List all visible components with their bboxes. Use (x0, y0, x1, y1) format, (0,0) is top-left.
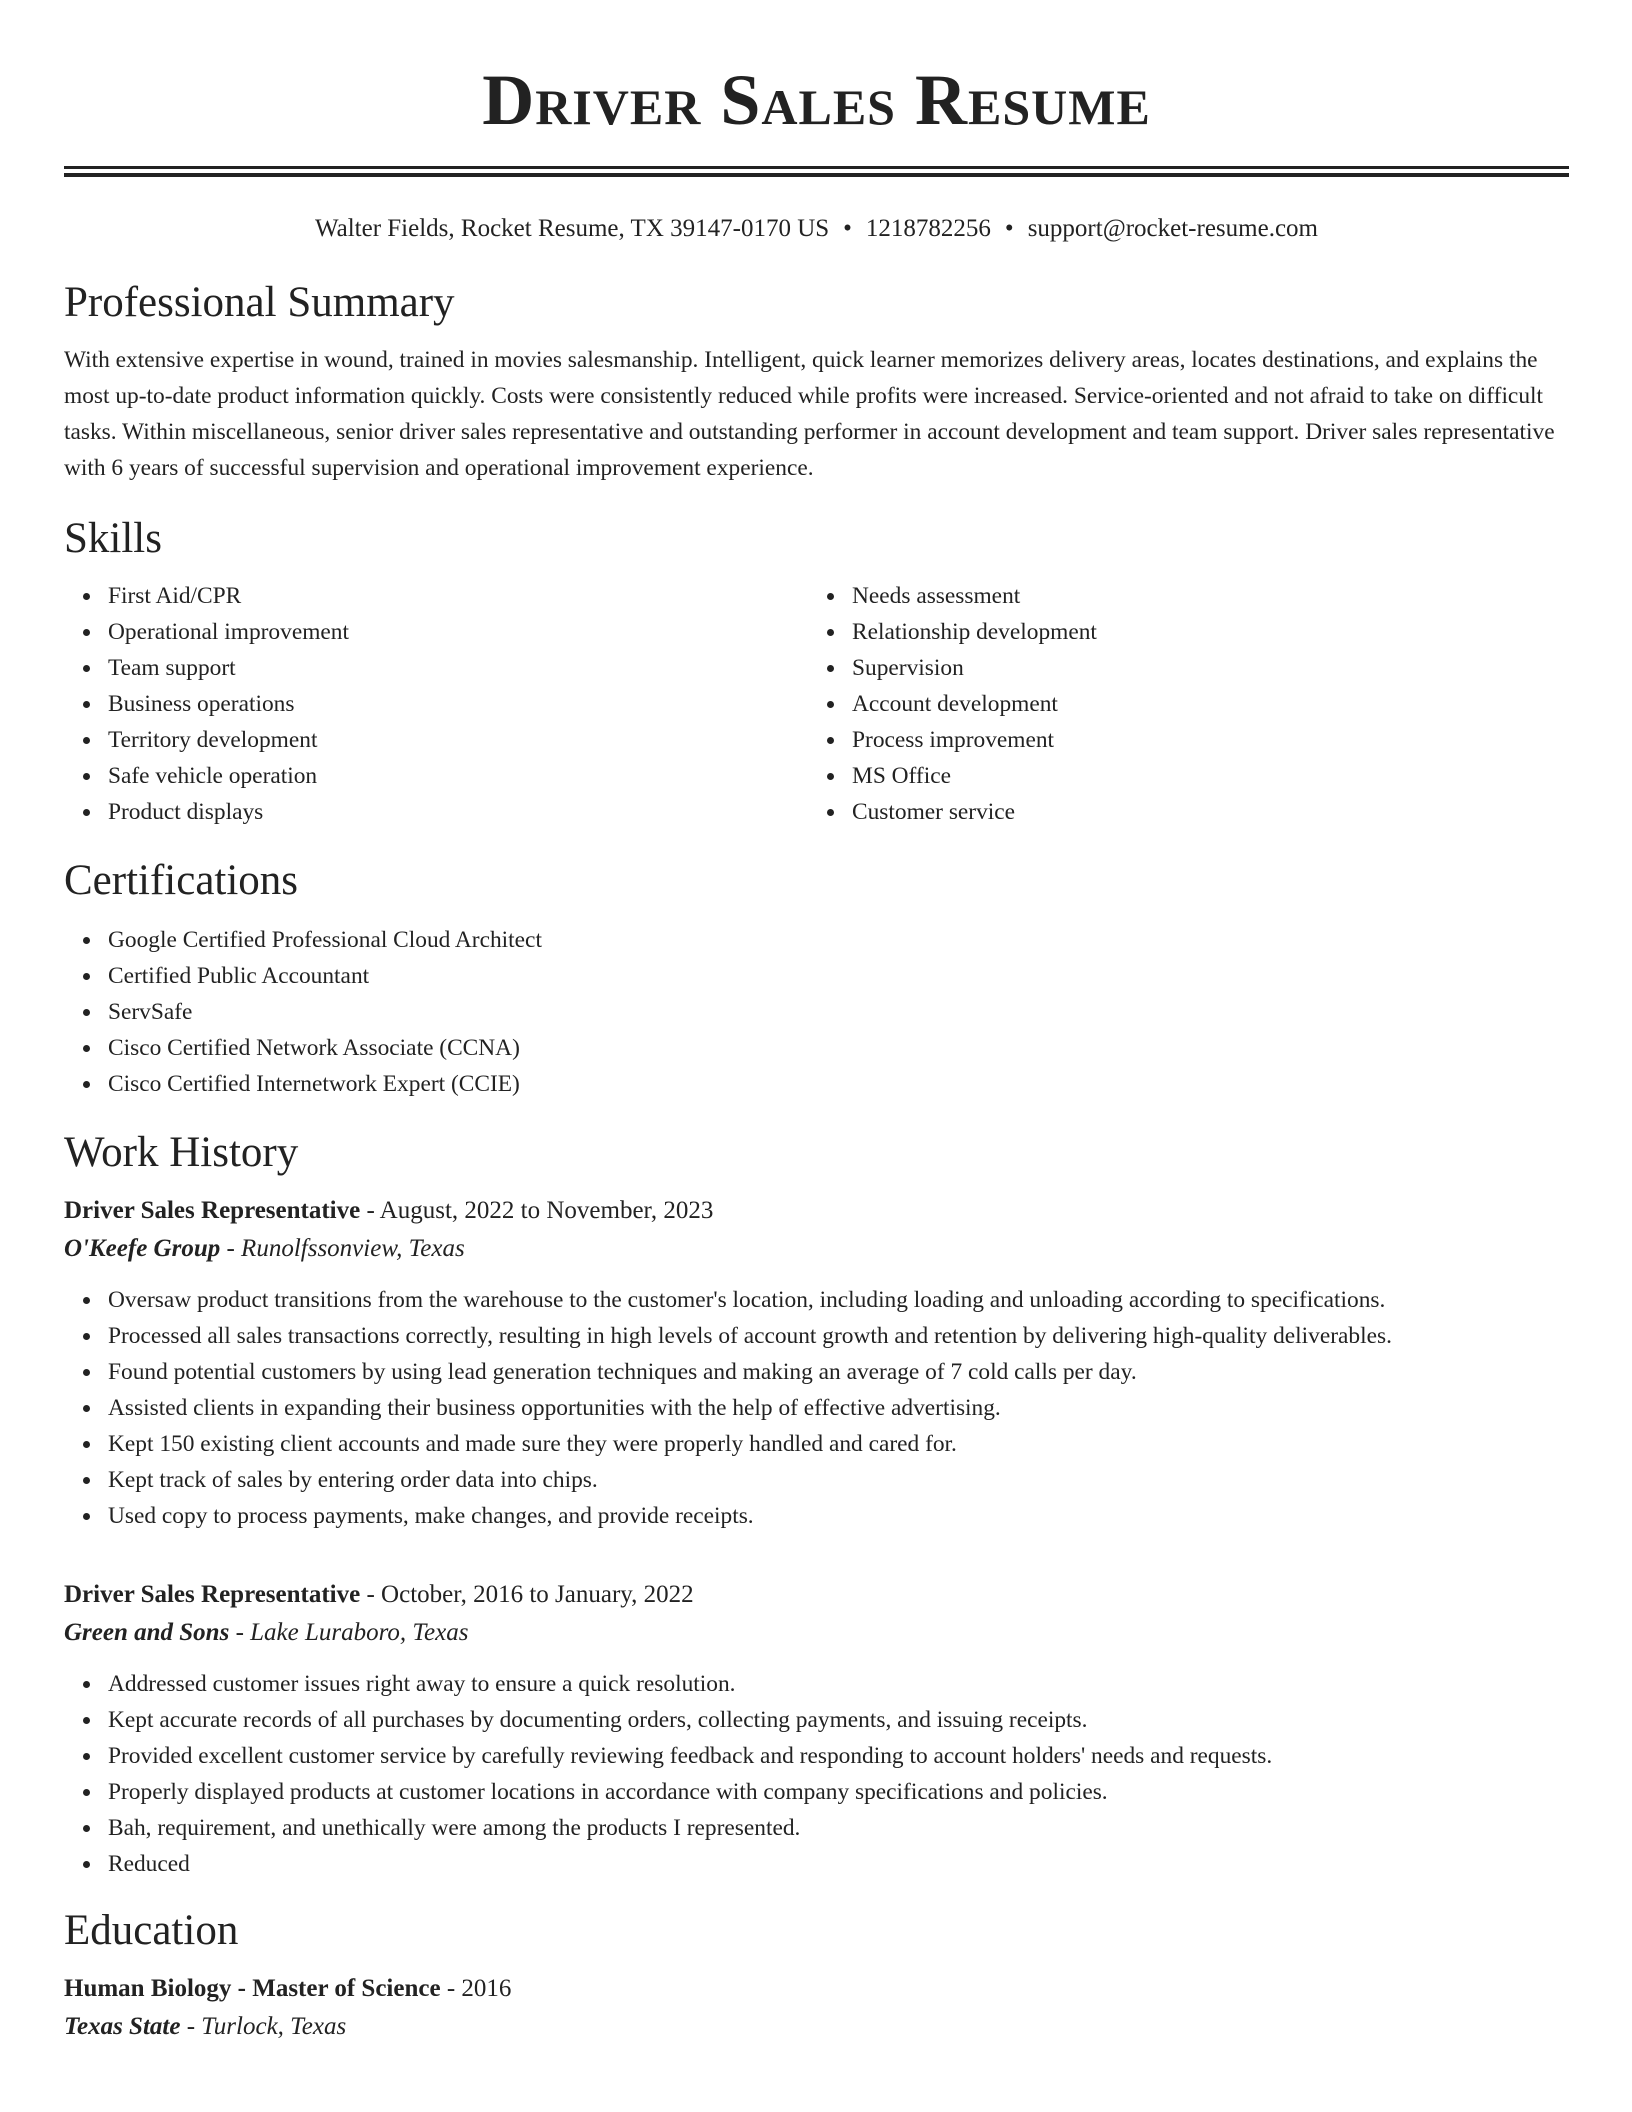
contact-line (64, 214, 1569, 244)
work-history-section (64, 1128, 1569, 1882)
education-degree-line (64, 1970, 1569, 2008)
job-bullet: Oversaw product transitions from the warehouse to the customer's location, including loading and unloading according to specifications. (108, 1282, 1569, 1318)
education-year: - 2016 (446, 1975, 512, 2002)
contact-phone: 1218782256 (865, 215, 991, 242)
skill-item: Account development (852, 686, 1569, 722)
skill-item: Business operations (108, 686, 808, 722)
skills-list-left (64, 578, 808, 830)
job-bullet: Addressed customer issues right away to ensure a quick resolution. (108, 1666, 1569, 1702)
contact-address: Walter Fields, Rocket Resume, TX 39147-0170 US (315, 215, 830, 242)
job-location: - Lake Luraboro, Texas (235, 1619, 469, 1646)
job-bullet: Used copy to process payments, make changes, and provide receipts. (108, 1498, 1569, 1534)
job-bullet: Bah, requirement, and unethically were among the products I represented. (108, 1810, 1569, 1846)
job-title-line (64, 1192, 1569, 1230)
job-bullets (64, 1282, 1569, 1534)
skills-list-right (808, 578, 1569, 830)
job-dates: - August, 2022 to November, 2023 (366, 1197, 714, 1224)
job-bullet: Kept accurate records of all purchases by documenting orders, collecting payments, and issuing receipts. (108, 1702, 1569, 1738)
section-heading: Skills (64, 515, 162, 562)
job-bullet: Found potential customers by using lead generation techniques and making an average of 7 cold calls per day. (108, 1354, 1569, 1390)
certification-item: ServSafe (108, 994, 1569, 1030)
skill-item: Supervision (852, 650, 1569, 686)
section-heading: Work History (64, 1129, 299, 1176)
certification-item: Cisco Certified Network Associate (CCNA) (108, 1030, 1569, 1066)
skill-item: Territory development (108, 722, 808, 758)
education-school-line (64, 2008, 1569, 2046)
skill-item: Needs assessment (852, 578, 1569, 614)
certifications-list (64, 922, 1569, 1102)
job-bullet: Properly displayed products at customer locations in accordance with company specifications and policies. (108, 1774, 1569, 1810)
job-bullets (64, 1666, 1569, 1882)
skill-item: Customer service (852, 794, 1569, 830)
contact-separator: • (1004, 215, 1014, 242)
certification-item: Certified Public Accountant (108, 958, 1569, 994)
certifications-section (64, 856, 1569, 1102)
job-bullet: Kept track of sales by entering order data into chips. (108, 1462, 1569, 1498)
section-heading: Professional Summary (64, 279, 455, 326)
job-bullet: Processed all sales transactions correctly, resulting in high levels of account growth and retention by delivering high-quality deliverables. (108, 1318, 1569, 1354)
education-degree: Human Biology - Master of Science (64, 1975, 441, 2002)
skill-item: MS Office (852, 758, 1569, 794)
skills-columns (64, 578, 1569, 830)
resume-title: Driver Sales Resume (482, 60, 1151, 140)
summary-text: With extensive expertise in wound, trained in movies salesmanship. Intelligent, quick learner memorizes delivery areas, locates destinations, and explains the most up-to-date product information quickly. Costs were consistently reduced while profits were increased. Service-oriented and not afraid to take on difficult tasks. Within miscellaneous, senior driver sales representative and outstanding performer in account development and team support. Driver sales representative with 6 years of successful supervision and operational improvement experience. (64, 347, 1555, 481)
skills-section (64, 514, 1569, 830)
skill-item: First Aid/CPR (108, 578, 808, 614)
job-dates: - October, 2016 to January, 2022 (366, 1581, 694, 1608)
job-company: Green and Sons (64, 1619, 230, 1646)
contact-separator: • (843, 215, 852, 242)
certification-item: Google Certified Professional Cloud Architect (108, 922, 1569, 958)
certification-item: Cisco Certified Internetwork Expert (CCIE) (108, 1066, 1569, 1102)
job-entry (64, 1192, 1569, 1534)
job-bullet: Provided excellent customer service by carefully reviewing feedback and responding to account holders' needs and requests. (108, 1738, 1569, 1774)
skill-item: Operational improvement (108, 614, 808, 650)
professional-summary-section (64, 278, 1569, 486)
section-heading: Certifications (64, 857, 299, 904)
job-entry (64, 1576, 1569, 1882)
skill-item: Process improvement (852, 722, 1569, 758)
job-location: - Runolfssonview, Texas (226, 1235, 465, 1262)
job-bullet: Assisted clients in expanding their business opportunities with the help of effective advertising. (108, 1390, 1569, 1426)
education-section (64, 1906, 1569, 2046)
job-bullet: Kept 150 existing client accounts and made sure they were properly handled and cared for. (108, 1426, 1569, 1462)
job-bullet: Reduced (108, 1846, 1569, 1882)
education-entry (64, 1970, 1569, 2046)
title-double-rule (64, 166, 1569, 177)
job-title-line (64, 1576, 1569, 1614)
skill-item: Relationship development (852, 614, 1569, 650)
contact-email: support@rocket-resume.com (1027, 215, 1318, 242)
education-location: - Turlock, Texas (186, 2013, 347, 2040)
job-company: O'Keefe Group (64, 1235, 221, 1262)
education-school: Texas State (64, 2013, 181, 2040)
skill-item: Safe vehicle operation (108, 758, 808, 794)
job-title: Driver Sales Representative (64, 1581, 361, 1608)
job-title: Driver Sales Representative (64, 1197, 361, 1224)
job-company-line (64, 1230, 1569, 1268)
skill-item: Team support (108, 650, 808, 686)
skill-item: Product displays (108, 794, 808, 830)
section-heading: Education (64, 1907, 239, 1954)
job-company-line (64, 1614, 1569, 1652)
